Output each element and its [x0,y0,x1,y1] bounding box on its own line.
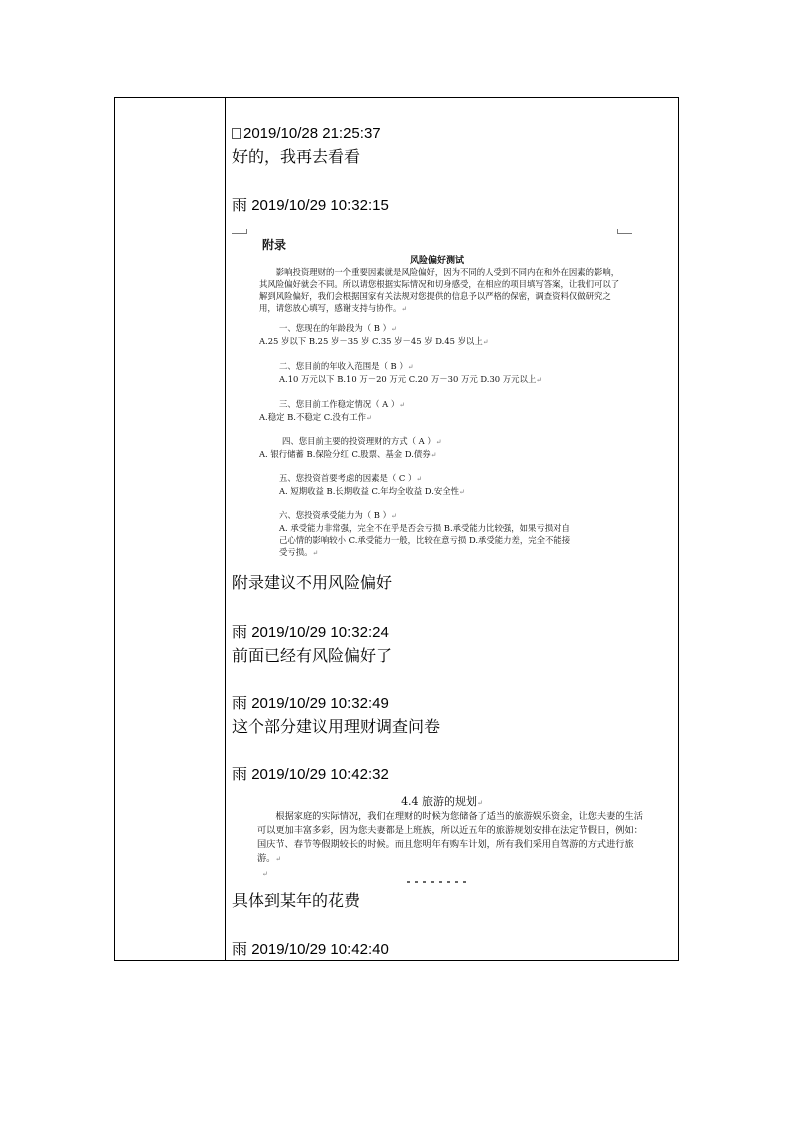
question-3-options: A.稳定 B.不稳定 C.没有工作↵ [259,412,372,422]
crop-mark [232,229,247,234]
question-1-options: A.25 岁以下 B.25 岁－35 岁 C.35 岁－45 岁 D.45 岁以上↵ [259,336,489,346]
question-4-options: A. 银行储蓄 B.保险分红 C.股票、基金 D.债券↵ [259,449,437,459]
chat-log-cell [232,97,672,959]
embedded-screenshot-appendix [232,225,642,570]
cropped-text-edge [407,881,467,883]
section-heading: 4.4 旅游的规划↵ [401,795,483,808]
crop-mark [617,229,632,234]
chat-entry-5-timestamp: 雨 2019/10/29 10:42:32 [232,766,389,783]
chat-entry-1-message: 好的，我再去看看 [232,147,361,166]
question-5: 五、您投资首要考虑的因素是（ C ）↵ [279,473,423,483]
chat-entry-2-timestamp: 雨 2019/10/29 10:32:15 [232,197,389,214]
question-4: 四、您目前主要的投资理财的方式（ A ）↵ [282,436,442,446]
appendix-heading: 附录 [262,238,287,252]
question-6-options-line-2: 己心情的影响较小 C.承受能力一般，比较在意亏损 D.承受能力差，完全不能接 [279,535,571,545]
question-2-options: A.10 万元以下 B.10 万－20 万元 C.20 万－30 万元 D.30 万元以上↵ [279,374,543,384]
column-divider [225,97,226,961]
chat-entry-6-timestamp: 雨 2019/10/29 10:42:40 [232,941,389,958]
survey-title: 风险偏好测试 [409,256,464,266]
chat-entry-2-message: 附录建议不用风险偏好 [232,573,393,592]
missing-glyph-icon [232,128,241,139]
survey-intro: 影响投资理财的一个重要因素就是风险偏好，因为不同的人受到不同内在和外在因素的影响，其风险偏好就会不同。所以请您根据实际情况和切身感受，在相应的项目填写答案，让我们可以了解到风险偏好，我们会根据国家有关法规对您提供的信息予以严格的保密，调查资料仅做研究之用，请您放心填写，感谢支持与协作。↵ [259,267,620,313]
question-5-options: A. 短期收益 B.长期收益 C.年均全收益 D.安全性↵ [279,486,465,496]
chat-entry-4-timestamp: 雨 2019/10/29 10:32:49 [232,695,389,712]
chat-entry-4-message: 这个部分建议用理财调查问卷 [232,717,441,736]
embedded-screenshot-travel-plan [232,793,652,888]
chat-entry-1-timestamp: 2019/10/28 21:25:37 [232,124,381,144]
question-6-options-line-3: 受亏损。↵ [279,547,319,557]
chat-entry-5-message: 具体到某年的花费 [232,891,361,910]
chat-entry-3-timestamp: 雨 2019/10/29 10:32:24 [232,624,389,641]
question-2: 二、您目前的年收入范围是（ B ）↵ [279,361,414,371]
section-paragraph: 根据家庭的实际情况，我们在理财的时候为您储备了适当的旅游娱乐资金，让您夫妻的生活可以更加丰富多彩，因为您夫妻都是上班族，所以近五年的旅游规划安排在法定节假日，例如：国庆节、春节等假期较长的时候。而且您明年有购车计划，所有我们采用自驾游的方式进行旅游。↵ [257,811,643,864]
question-3: 三、您目前工作稳定情况（ A ）↵ [279,399,406,409]
question-6: 六、您投资承受能力为（ B ）↵ [279,510,397,520]
chat-entry-3-message: 前面已经有风险偏好了 [232,646,393,665]
paragraph-mark: ↵ [262,870,268,878]
question-6-options-line-1: A. 承受能力非常强，完全不在乎是否会亏损 B.承受能力比较强，如果亏损对自 [279,523,570,533]
question-1: 一、您现在的年龄段为（ B ）↵ [279,323,397,333]
